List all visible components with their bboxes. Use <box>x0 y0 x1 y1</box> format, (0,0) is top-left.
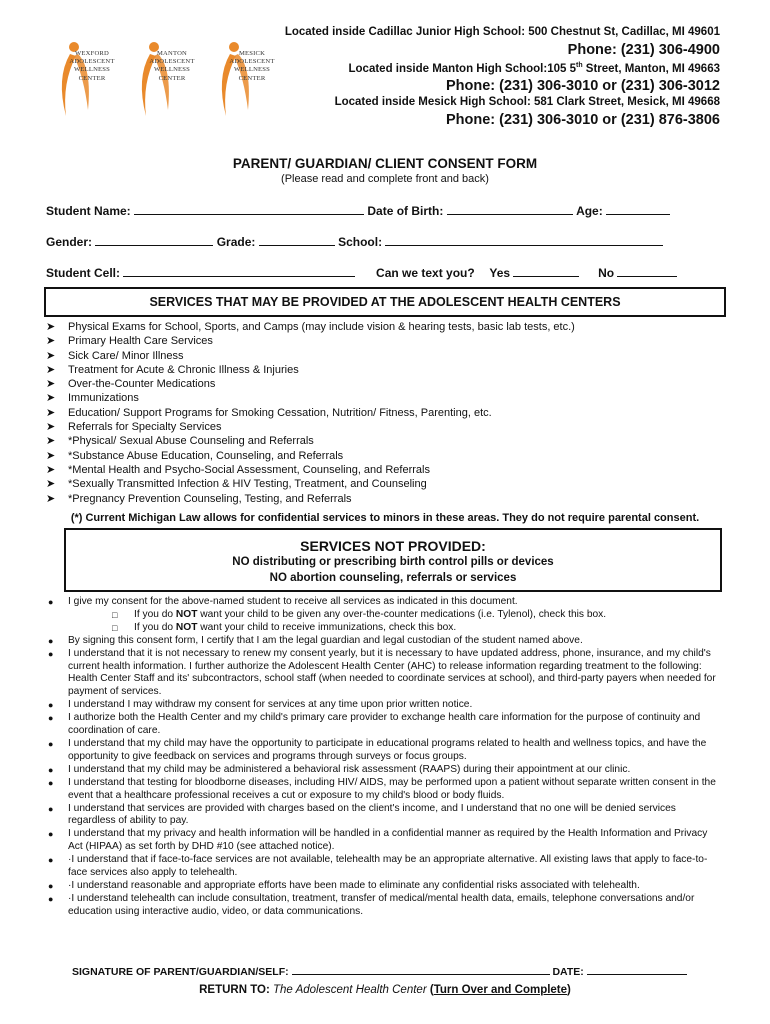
arrow-bullet-icon: ➤ <box>46 335 56 348</box>
list-item: ● I understand that my child may be administered a behavioral risk assessment (RAAPS) during their appointment at our clinic. <box>48 763 631 775</box>
list-item: ● I understand that my privacy and health information will be handled in a confidential manner as required by the Health Information and Privacy Act (HIPAA) as set forth by DHD #10 (see attached notice). <box>48 828 708 853</box>
field-row-3 <box>46 266 677 280</box>
student-name-label: Student Name: <box>46 204 131 218</box>
logo-line: WELLNESS <box>233 66 271 74</box>
form-title: PARENT/ GUARDIAN/ CLIENT CONSENT FORM <box>232 156 538 171</box>
bullet-icon: ● <box>48 738 54 749</box>
services-heading-box <box>44 287 726 317</box>
bullet-icon: ● <box>48 893 54 904</box>
field-row-1 <box>46 204 670 218</box>
arrow-bullet-icon: ➤ <box>46 492 56 505</box>
return-close-paren: ) <box>567 984 571 996</box>
manton-address-post: Street, Manton, MI 49663 <box>582 62 720 75</box>
arrow-bullet-icon: ➤ <box>46 363 56 376</box>
field-row-2 <box>46 235 663 249</box>
manton-address-sup: th <box>575 62 583 69</box>
bullet-icon: ● <box>48 635 54 646</box>
immunization-checkbox[interactable]: □ <box>112 622 118 633</box>
arrow-bullet-icon: ➤ <box>46 321 56 333</box>
age-field[interactable] <box>606 204 670 215</box>
mesick-logo <box>208 38 286 118</box>
list-item: ● ·I understand reasonable and appropriate efforts have been made to eliminate any confidential risks associated with telehealth. <box>48 879 640 891</box>
yes-label: Yes <box>489 266 511 280</box>
wexford-logo <box>48 38 126 118</box>
arrow-bullet-icon: ➤ <box>46 378 56 391</box>
bullet-icon: ● <box>48 700 54 711</box>
return-open-paren: ( <box>429 984 434 996</box>
cadillac-address: Located inside Cadillac Junior High School: 500 Chestnut St, Cadillac, MI 49601 <box>284 26 720 38</box>
list-item: ➤ Physical Exams for School, Sports, and Camps (may include vision & hearing tests, basic lab tests, etc.) <box>46 321 575 333</box>
list-item: ● I understand that it is not necessary to renew my consent yearly, but it is necessary to have updated address, phone, insurance, and my child's current health information. I further authorize the Adolescent Health Center (AHC) to release information regarding treatment to the following: Health Center Staff and its' subcontractors, school staff (when needed to coordinate services at school), and third-party payers when needed for payment of services. <box>48 647 716 698</box>
return-to-line <box>0 984 770 996</box>
bullet-icon: ● <box>48 777 54 788</box>
logo-line: ADOLESCENT <box>149 58 195 66</box>
services-heading: SERVICES THAT MAY BE PROVIDED AT THE ADOLESCENT HEALTH CENTERS <box>149 295 621 309</box>
logo-line: MANTON <box>156 50 188 57</box>
consent-list <box>46 596 720 919</box>
logo-line: CENTER <box>238 74 266 82</box>
list-item: ● I understand that my child may have the opportunity to participate in educational programs related to health and wellness topics, and have the opportunity to give feedback on services and programs through surveys or focus groups. <box>48 737 707 762</box>
list-item: ● ·I understand that if face-to-face services are not available, telehealth may be an appropriate alternative. All existing laws that apply to face-to-face services also apply to telehealth. <box>48 854 708 879</box>
list-item: ● I understand I may withdraw my consent for services at any time upon prior written notice. <box>48 699 473 711</box>
no-label: No <box>598 266 615 280</box>
student-name-field[interactable] <box>134 204 364 215</box>
cell-field[interactable] <box>123 266 355 277</box>
otc-opt-out-item: □ If you do NOT want your child to be given any over-the-counter medications (i.e. Tylenol), check this box. <box>112 608 607 620</box>
bullet-icon: ● <box>48 713 54 724</box>
list-item: ➤ Over-the-Counter Medications <box>46 378 216 391</box>
logo-line: MESICK <box>238 50 266 57</box>
bullet-icon: ● <box>48 597 54 607</box>
list-item: ● I give my consent for the above-named student to receive all services as indicated in this document. <box>48 596 518 607</box>
bullet-icon: ● <box>48 648 54 659</box>
school-field[interactable] <box>385 235 663 246</box>
dob-label: Date of Birth: <box>367 204 444 218</box>
list-item: ➤ Immunizations <box>46 392 139 405</box>
arrow-bullet-icon: ➤ <box>46 421 56 434</box>
list-item: ➤ *Substance Abuse Education, Counseling, and Referrals <box>46 449 344 462</box>
manton-logo <box>128 38 206 118</box>
list-item: ➤ Education/ Support Programs for Smoking Cessation, Nutrition/ Fitness, Parenting, etc. <box>46 406 492 419</box>
arrow-bullet-icon: ➤ <box>46 392 56 405</box>
no-field[interactable] <box>617 266 677 277</box>
mesick-address: Located inside Mesick High School: 581 Clark Street, Mesick, MI 49668 <box>334 96 720 108</box>
date-label: DATE: <box>552 966 584 978</box>
logo-line: WEXFORD <box>74 50 109 57</box>
date-field[interactable] <box>587 964 687 975</box>
list-item: ➤ *Sexually Transmitted Infection & HIV Testing, Treatment, and Counseling <box>46 478 427 491</box>
logo-line: ADOLESCENT <box>229 58 275 66</box>
list-item: ➤ Referrals for Specialty Services <box>46 421 222 434</box>
mesick-phone: Phone: (231) 306-3010 or (231) 876-3806 <box>445 112 720 128</box>
bullet-icon: ● <box>48 855 54 866</box>
logo-line: CENTER <box>158 74 186 82</box>
list-item: ● I understand that services are provided with charges based on the client's income, and I understand that no one will be denied services regardless of ability to pay. <box>48 802 676 827</box>
list-item: ➤ *Physical/ Sexual Abuse Counseling and Referrals <box>46 435 314 448</box>
michigan-law-note: (*) Current Michigan Law allows for confidential services to minors in these areas. They do not require parental consent. <box>70 512 700 524</box>
gender-label: Gender: <box>46 235 93 249</box>
arrow-bullet-icon: ➤ <box>46 406 56 419</box>
arrow-bullet-icon: ➤ <box>46 349 56 362</box>
list-item: ● By signing this consent form, I certify that I am the legal guardian and legal custodian of the student named above. <box>48 634 583 646</box>
arrow-bullet-icon: ➤ <box>46 463 56 476</box>
grade-label: Grade: <box>216 235 256 249</box>
cadillac-phone: Phone: (231) 306-4900 <box>567 42 720 58</box>
bullet-icon: ● <box>48 803 54 814</box>
manton-address-pre: Located inside Manton High School:105 5 <box>348 62 576 75</box>
gender-field[interactable] <box>95 235 213 246</box>
services-list <box>46 320 575 506</box>
signature-field[interactable] <box>292 964 550 975</box>
grade-field[interactable] <box>259 235 335 246</box>
list-item: ➤ Treatment for Acute & Chronic Illness & Injuries <box>46 363 299 376</box>
return-center: The Adolescent Health Center <box>273 984 427 996</box>
signature-row <box>72 964 687 978</box>
logo-line: CENTER <box>78 74 106 82</box>
arrow-bullet-icon: ➤ <box>46 478 56 491</box>
text-question: Can we text you? <box>376 266 475 280</box>
logo-line: WELLNESS <box>153 66 191 74</box>
bullet-icon: ● <box>48 829 54 840</box>
logo-line: ADOLESCENT <box>69 58 115 66</box>
age-label: Age: <box>576 204 603 218</box>
logo-group <box>48 38 288 118</box>
list-item: ➤ Sick Care/ Minor Illness <box>46 349 184 362</box>
list-item: ● I understand that testing for bloodborne diseases, including HIV/ AIDS, may be performed upon a patient without separate written consent in the event that a healthcare professional receives a cut or exposure to my child's blood or body fluids. <box>48 776 716 801</box>
school-label: School: <box>338 235 383 249</box>
not-provided-line-2: NO abortion counseling, referrals or services <box>269 572 517 584</box>
logo-line: WELLNESS <box>73 66 111 74</box>
list-item: ● ·I understand telehealth can include consultation, treatment, transfer of medical/mental health data, emails, telephone conversations and/or education using interactive audio, video, or data communications. <box>48 892 695 917</box>
list-item: ➤ Primary Health Care Services <box>46 335 213 348</box>
not-provided-box <box>64 528 722 592</box>
bullet-icon: ● <box>48 764 54 775</box>
manton-phone: Phone: (231) 306-3010 or (231) 306-3012 <box>445 78 720 94</box>
manton-address <box>349 62 721 75</box>
dob-field[interactable] <box>447 204 573 215</box>
otc-checkbox[interactable]: □ <box>112 609 118 620</box>
not-provided-heading: SERVICES NOT PROVIDED: <box>300 538 486 554</box>
list-item: ● I authorize both the Health Center and my child's primary care provider to exchange health care information for the purpose of continuity and coordination of care. <box>48 712 701 737</box>
yes-field[interactable] <box>513 266 579 277</box>
signature-label: SIGNATURE OF PARENT/GUARDIAN/SELF: <box>72 966 289 978</box>
return-label: RETURN TO: <box>199 984 270 996</box>
list-item: ➤ *Mental Health and Psycho-Social Assessment, Counseling, and Referrals <box>46 463 430 476</box>
turn-over-note: Turn Over and Complete <box>433 984 568 996</box>
arrow-bullet-icon: ➤ <box>46 449 56 462</box>
bullet-icon: ● <box>48 880 54 891</box>
arrow-bullet-icon: ➤ <box>46 435 56 448</box>
not-provided-line-1: NO distributing or prescribing birth control pills or devices <box>232 556 554 568</box>
immunization-opt-out-item: □ If you do NOT want your child to receive immunizations, check this box. <box>112 621 457 633</box>
cell-label: Student Cell: <box>46 266 120 280</box>
list-item: ➤ *Pregnancy Prevention Counseling, Testing, and Referrals <box>46 492 352 505</box>
form-subtitle: (Please read and complete front and back) <box>281 173 489 185</box>
